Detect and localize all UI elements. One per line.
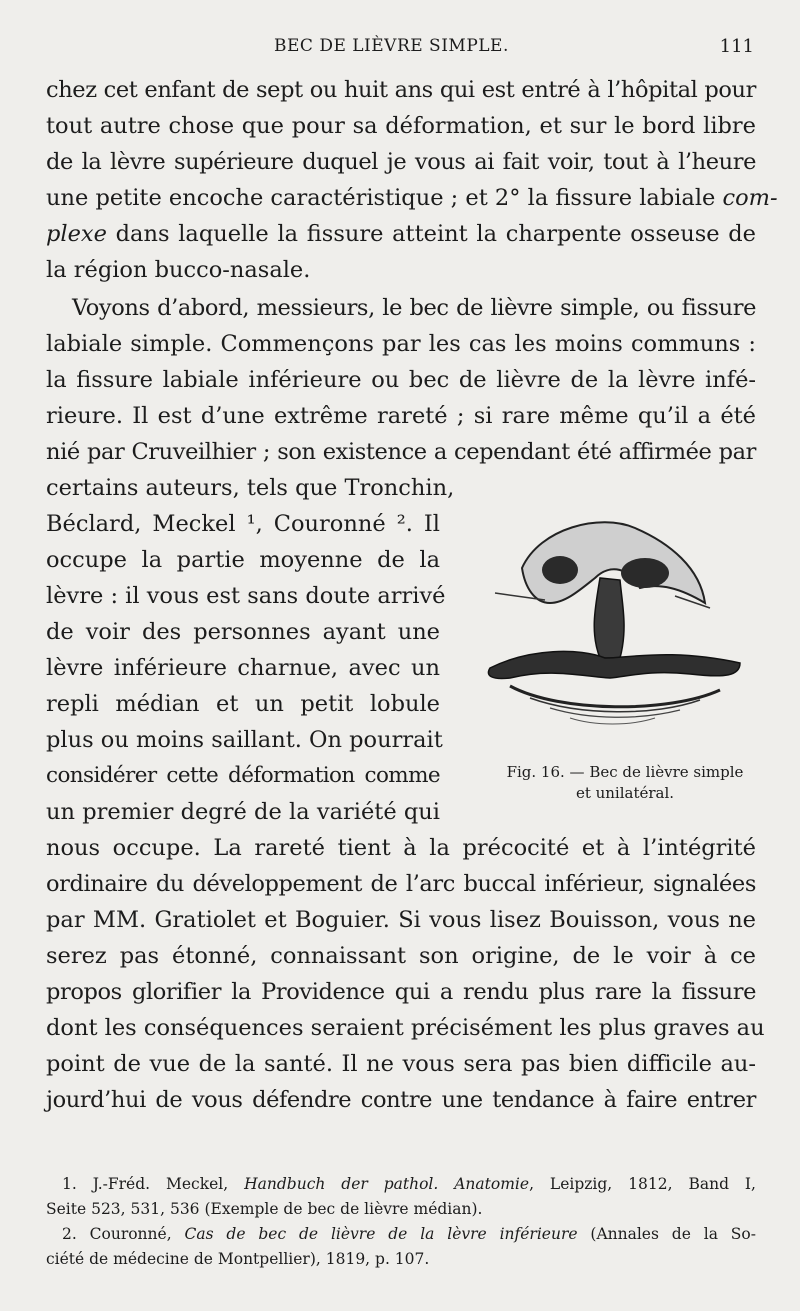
text-line: occupe la partie moyenne de la [46, 547, 440, 573]
text-line: dont les conséquences seraient précisément les plus graves au [46, 1015, 765, 1041]
text-line: Voyons d’abord, messieurs, le bec de lièvre simple, ou fissure [72, 295, 756, 321]
footnote-1 [46, 1172, 756, 1197]
text-line: lèvre inférieure charnue, avec un [46, 655, 440, 681]
text-line: la fissure labiale inférieure ou bec de lièvre de la lèvre infé- [46, 367, 756, 393]
footnote-2-cont: ciété de médecine de Montpellier), 1819, p. 107. [46, 1250, 430, 1268]
text-line: plus ou moins saillant. On pourrait [46, 727, 443, 753]
fn-text: (Annales de la So- [590, 1225, 756, 1243]
text-line: certains auteurs, tels que Tronchin, [46, 475, 455, 501]
footnotes [46, 1172, 756, 1272]
text-line: jourd’hui de vous défendre contre une tendance à faire entrer [46, 1087, 756, 1113]
text-span: une petite encoche caractéristique ; et 2° la fissure labiale [46, 185, 716, 211]
text-line: par MM. Gratiolet et Boguier. Si vous lisez Bouisson, vous ne [46, 907, 756, 933]
text-line: ordinaire du développement de l’arc buccal inférieur, signalées [46, 871, 756, 897]
text-line: lèvre : il vous est sans doute arrivé [46, 583, 446, 609]
fn-italic: Cas de bec de lièvre de la lèvre inférieure [184, 1225, 578, 1243]
text-line: nié par Cruveilhier ; son existence a cependant été affirmée par [46, 439, 756, 465]
text-line: chez cet enfant de sept ou huit ans qui est entré à l’hôpital pour [46, 77, 756, 103]
text-line: rieure. Il est d’une extrême rareté ; si rare même qu’il a été [46, 403, 756, 429]
fn-text: 2. Couronné, [62, 1225, 172, 1243]
text-line: la région bucco-nasale. [46, 257, 311, 283]
text-line: tout autre chose que pour sa déformation, et sur le bord libre [46, 113, 756, 139]
figure-engraving [470, 508, 770, 798]
footnote-1-cont: Seite 523, 531, 536 (Exemple de bec de lièvre médian). [46, 1200, 483, 1218]
footnote-2 [46, 1222, 756, 1247]
text-line: de voir des personnes ayant une [46, 619, 440, 645]
figure-caption [470, 762, 780, 804]
fn-text: , Leipzig, 1812, Band I, [529, 1175, 756, 1193]
fn-text: 1. J.-Fréd. Meckel, [62, 1175, 229, 1193]
caption-line: et unilatéral. [575, 784, 675, 802]
nose-lip-illustration [470, 508, 770, 758]
text-line: point de vue de la santé. Il ne vous sera pas bien difficile au- [46, 1051, 756, 1077]
italic-word: plexe [46, 221, 107, 247]
page-header [44, 36, 756, 62]
text-line: labiale simple. Commençons par les cas les moins communs : [46, 331, 756, 357]
caption-line: Fig. 16. — Bec de lièvre simple [506, 763, 744, 781]
text-line [46, 180, 778, 216]
text-line: Béclard, Meckel ¹, Couronné ². Il [46, 511, 440, 537]
fn-italic: Handbuch der pathol. Anatomie [244, 1175, 530, 1193]
italic-word: com- [722, 185, 778, 211]
text-span: dans laquelle la fissure atteint la charpente osseuse de [115, 221, 756, 247]
text-line [46, 216, 756, 252]
text-line: serez pas étonné, connaissant son origine, de le voir à ce [46, 943, 756, 969]
page-number: 111 [719, 36, 754, 57]
text-line: un premier degré de la variété qui [46, 799, 440, 825]
text-line: nous occupe. La rareté tient à la précocité et à l’intégrité [46, 835, 756, 861]
text-line: propos glorifier la Providence qui a rendu plus rare la fissure [46, 979, 756, 1005]
text-line: considérer cette déformation comme [46, 763, 440, 788]
text-line: repli médian et un petit lobule [46, 691, 440, 717]
running-head: BEC DE LIÈVRE SIMPLE. [274, 36, 509, 56]
text-line: de la lèvre supérieure duquel je vous ai fait voir, tout à l’heure [46, 149, 756, 175]
